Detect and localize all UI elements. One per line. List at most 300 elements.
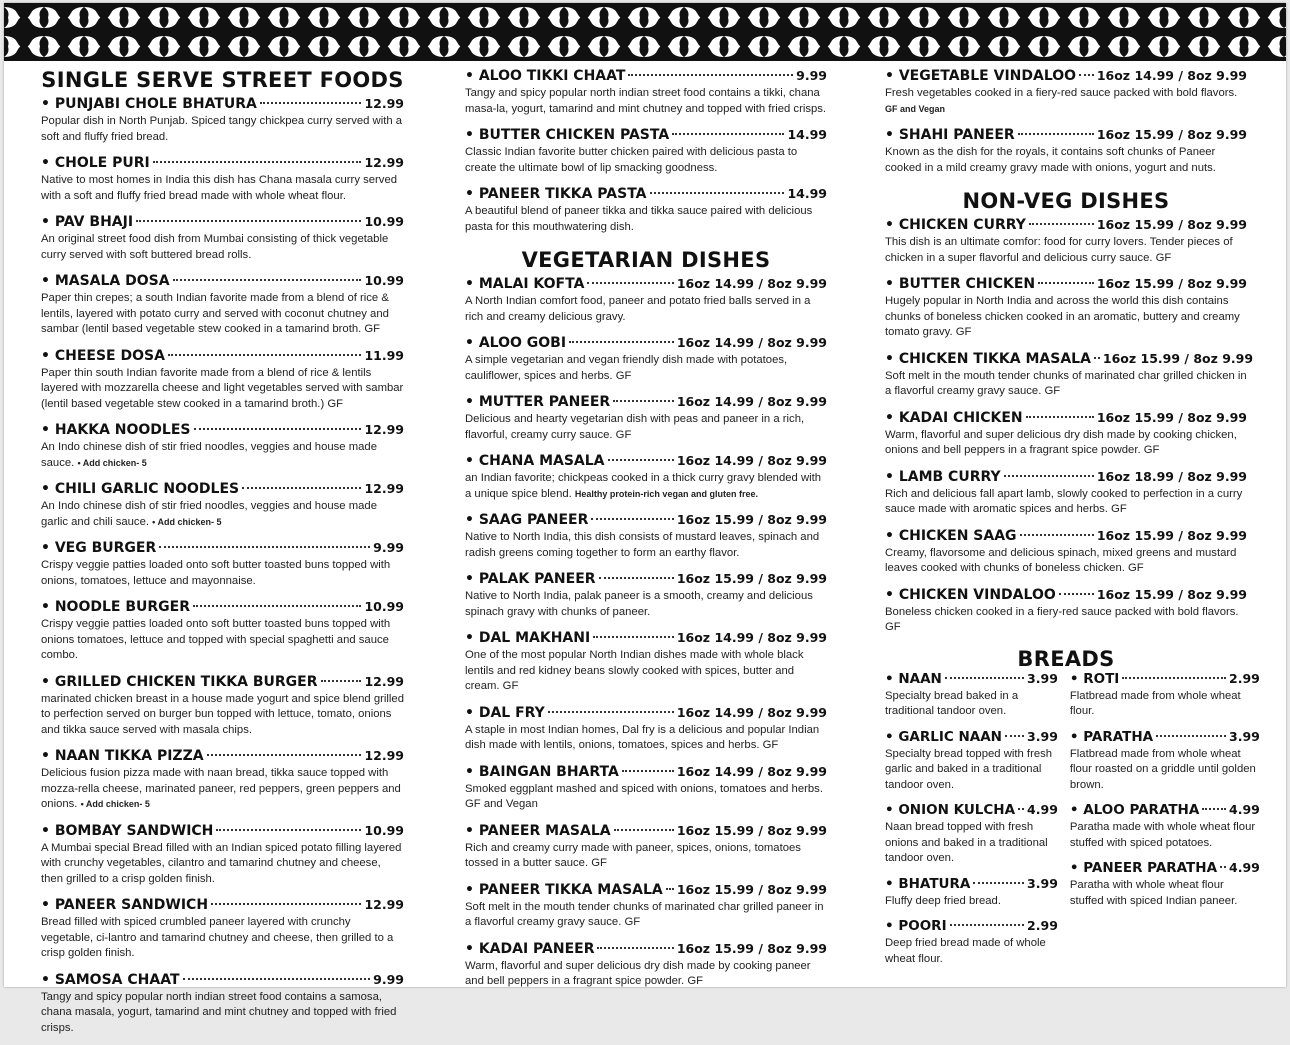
dot-leader xyxy=(260,102,362,104)
menu-item-name: • BAINGAN BHARTA xyxy=(465,763,619,780)
description-text: Specialty bread baked in a traditional tandoor oven. xyxy=(885,689,1019,717)
description-text: Deep fried bread made of whole wheat flour. xyxy=(885,937,1046,965)
menu-item xyxy=(885,468,1247,518)
menu-item xyxy=(465,822,827,872)
menu-item-description xyxy=(41,440,404,471)
menu-item xyxy=(465,334,827,384)
menu-item-line xyxy=(41,272,404,290)
description-text: Paper thin south Indian favorite made from a blend of rice & lentils layered with mozzarella cheese and light vegetables served with sambar (lentil based vegetable stew cooked in a tamarind broth.) GF xyxy=(41,366,404,410)
menu-item-line xyxy=(41,673,404,691)
menu-item xyxy=(1070,728,1260,794)
menu-item xyxy=(41,347,404,413)
dot-leader xyxy=(1029,223,1094,225)
menu-item-description xyxy=(885,936,1058,967)
description-text: Native to North India, palak paneer is a smooth, creamy and delicious spinach gravy with chunks of paneer. xyxy=(465,590,813,618)
menu-item xyxy=(465,940,827,990)
dot-leader xyxy=(159,546,370,548)
menu-item-price: 4.99 xyxy=(1027,802,1058,817)
menu-item-price: 12.99 xyxy=(364,422,404,437)
description-text: A beautiful blend of paneer tikka and tikka sauce paired with delicious pasta for this mouthwatering dish. xyxy=(465,205,813,233)
menu-item-name: • POORI xyxy=(885,918,947,934)
menu-item-description xyxy=(885,428,1247,459)
menu-item-name: • VEGETABLE VINDALOO xyxy=(885,68,1077,84)
menu-item-name: • CHICKEN SAAG xyxy=(885,527,1017,544)
menu-item-line xyxy=(465,940,827,958)
menu-item-price: 10.99 xyxy=(364,273,404,288)
menu-item-description xyxy=(465,353,827,384)
menu-item-description xyxy=(465,900,827,931)
menu-item-line xyxy=(885,586,1247,604)
menu-item-description xyxy=(41,990,404,1037)
menu-item-price: 2.99 xyxy=(1229,670,1260,686)
description-text: marinated chicken breast in a house made yogurt and spice blend grilled to perfection served on burger bun topped with lettuce, tomato, onions and tikka sauce served with masala chips. xyxy=(41,692,404,736)
menu-item-price: 16oz 15.99 / 8oz 9.99 xyxy=(676,571,827,586)
menu-item-description xyxy=(465,412,827,443)
menu-item-name: • BOMBAY SANDWICH xyxy=(41,822,214,839)
menu-item-name: • BUTTER CHICKEN PASTA xyxy=(465,127,670,143)
menu-item-price: 11.99 xyxy=(364,347,404,363)
description-text: One of the most popular North Indian dishes made with whole black lentils and red kidney beans slowly cooked with spices, butter and cream. GF xyxy=(465,649,804,692)
menu-item-description xyxy=(885,689,1058,720)
dot-leader xyxy=(1018,808,1024,810)
menu-item-description xyxy=(41,291,404,338)
menu-item-line xyxy=(1070,859,1260,877)
menu-item-description xyxy=(885,894,1058,910)
menu-item-price: 16oz 14.99 / 8oz 9.99 xyxy=(676,763,827,779)
description-text: Delicious fusion pizza made with naan bread, tikka sauce topped with mozza-rella cheese, marinated paneer, red peppers, green peppers and onions. xyxy=(41,767,401,810)
menu-item-name: • CHILI GARLIC NOODLES xyxy=(41,481,240,497)
menu-item xyxy=(885,917,1058,967)
menu-item-name: • GARLIC NAAN xyxy=(885,728,1002,745)
menu-item-line xyxy=(885,670,1058,688)
menu-item-line xyxy=(41,822,404,840)
menu-item-line xyxy=(465,704,827,722)
description-text: This dish is an ultimate comfor: food for curry lovers. Tender pieces of chicken in a super flavorful and delicious curry sauce. GF xyxy=(885,236,1233,264)
dot-leader xyxy=(168,354,362,356)
menu-item-name: • SAMOSA CHAAT xyxy=(41,971,180,988)
menu-item xyxy=(465,393,827,443)
dot-leader xyxy=(666,888,674,890)
menu-item-name: • DAL FRY xyxy=(465,704,545,721)
menu-item-name: • SAAG PANEER xyxy=(465,512,589,528)
description-text: Creamy, flavorsome and delicious spinach, mixed greens and mustard leaves cooked with chunks of boneless chicken. GF xyxy=(885,546,1237,574)
dot-leader xyxy=(194,428,362,430)
description-text: Specialty bread topped with fresh garlic and baked in a traditional tandoor oven. xyxy=(885,747,1053,791)
menu-item-description xyxy=(885,820,1058,867)
dot-leader xyxy=(211,903,361,905)
description-text: Warm, flavorful and super delicious dry dish made by cooking paneer and bell peppers in a fragrant spice powder. GF xyxy=(465,959,811,987)
menu-item-line xyxy=(885,350,1254,368)
menu-item-line xyxy=(465,334,827,352)
dot-leader xyxy=(672,133,784,135)
menu-item-line xyxy=(1070,801,1260,819)
menu-item-description xyxy=(1070,820,1260,851)
menu-item-description xyxy=(41,617,404,664)
menu-item-price: 16oz 15.99 / 8oz 9.99 xyxy=(1102,350,1254,366)
menu-item-line xyxy=(885,917,1058,935)
dot-leader xyxy=(973,882,1024,884)
menu-item xyxy=(41,822,404,888)
dot-leader xyxy=(1156,735,1226,737)
dot-leader xyxy=(1122,677,1226,679)
breads-column-left xyxy=(885,670,1058,976)
menu-item-description xyxy=(465,959,827,990)
menu-item-price: 4.99 xyxy=(1229,860,1260,875)
menu-item xyxy=(1070,801,1260,851)
menu-item-description xyxy=(885,294,1247,341)
menu-item xyxy=(465,126,827,176)
menu-item-name: • GRILLED CHICKEN TIKKA BURGER xyxy=(41,673,318,690)
menu-item-description xyxy=(465,723,827,754)
dot-leader xyxy=(628,74,793,76)
dot-leader xyxy=(1202,808,1226,810)
menu-item xyxy=(465,275,827,325)
menu-item-price: 16oz 15.99 / 8oz 9.99 xyxy=(676,881,827,897)
menu-item-line xyxy=(41,154,404,172)
menu-item-price: 3.99 xyxy=(1027,728,1058,744)
menu-item-description xyxy=(885,546,1247,577)
dot-leader xyxy=(569,341,674,343)
description-text: Bread filled with spiced crumbled paneer layered with crunchy vegetable, ci-lantro and tamarind chutney and cheese, then grilled to a crisp golden finish. xyxy=(41,916,394,959)
description-text: A staple in most Indian homes, Dal fry is a delicious and popular Indian dish made with lentils, onions, tomatoes, spices and herbs. GF xyxy=(465,723,820,751)
menu-item-name: • VEG BURGER xyxy=(41,540,157,556)
menu-item-line xyxy=(885,216,1247,234)
menu-item-name: • PANEER SANDWICH xyxy=(41,897,209,913)
menu-item-line xyxy=(41,598,404,616)
menu-item-name: • PANEER MASALA xyxy=(465,822,611,839)
dot-leader xyxy=(622,770,674,772)
menu-item-line xyxy=(41,347,404,365)
menu-item-line xyxy=(885,801,1058,819)
menu-item-description xyxy=(41,558,404,589)
description-text: A Mumbai special Bread filled with an Indian spiced potato filling layered with crunchy vegetables, cilantro and tamarind chutney and cheese, then grilled to a crisp golden finish. xyxy=(41,841,402,885)
menu-item-line xyxy=(465,452,827,470)
menu-item-line xyxy=(465,126,827,144)
description-text: Tangy and spicy popular north indian street food contains a tikki, chana masa-la, yogurt, tamarind and mint chutney and topped with fried crisps. xyxy=(465,87,827,115)
menu-item-name: • PALAK PANEER xyxy=(465,571,596,587)
menu-item-description xyxy=(41,114,404,145)
menu-item-price: 16oz 15.99 / 8oz 9.99 xyxy=(1096,586,1247,602)
menu-item-price: 16oz 14.99 / 8oz 9.99 xyxy=(676,453,827,468)
menu-item-line xyxy=(885,409,1247,427)
menu-item-description xyxy=(885,145,1247,176)
menu-item-price: 14.99 xyxy=(787,186,827,201)
menu-item-description xyxy=(1070,747,1260,794)
breads-column-right xyxy=(1070,670,1260,976)
dot-leader xyxy=(136,220,361,222)
menu-item-price: 12.99 xyxy=(364,481,404,496)
menu-item-name: • DAL MAKHANI xyxy=(465,630,591,646)
menu-item-price: 16oz 15.99 / 8oz 9.99 xyxy=(1096,276,1247,291)
description-text: Naan bread topped with fresh onions and baked in a traditional tandoor oven. xyxy=(885,821,1048,864)
menu-item xyxy=(465,881,827,931)
menu-item xyxy=(885,801,1058,867)
dot-leader xyxy=(1059,593,1094,595)
dot-leader xyxy=(593,636,674,638)
menu-item-price: 16oz 15.99 / 8oz 9.99 xyxy=(1096,217,1247,232)
menu-item xyxy=(41,598,404,664)
menu-item xyxy=(41,95,404,145)
menu-item-name: • BHATURA xyxy=(885,875,971,892)
menu-item-line xyxy=(465,629,827,647)
menu-item-description xyxy=(41,173,404,204)
menu-item xyxy=(465,570,827,620)
menu-item-line xyxy=(41,480,404,498)
menu-item-line xyxy=(465,763,827,781)
description-text: Paper thin crepes; a south Indian favorite made from a blend of rice & lentils, layered with potato curry and served with coconut chutney and sambar (lentil based vegetable stew cooked in a tamarind broth. GF xyxy=(41,292,389,335)
menu-item-line xyxy=(41,213,404,231)
menu-item-line xyxy=(885,875,1058,893)
menu-page xyxy=(4,3,1286,1034)
menu-item-description xyxy=(41,499,404,530)
menu-item-price: 4.99 xyxy=(1229,802,1260,817)
menu-item-note: • Add chicken- 5 xyxy=(80,799,150,809)
menu-item xyxy=(1070,670,1260,720)
menu-item-name: • ROTI xyxy=(1069,670,1120,687)
menu-item-description xyxy=(41,915,404,962)
description-text: Delicious and hearty vegetarian dish with peas and paneer in a rich, flavorful, creamy curry sauce. GF xyxy=(465,413,805,441)
menu-item-description xyxy=(41,366,404,413)
menu-item-name: • PARATHA xyxy=(1069,728,1154,745)
menu-item-line xyxy=(885,126,1247,144)
menu-item-price: 12.99 xyxy=(364,155,404,170)
menu-item-price: 3.99 xyxy=(1027,875,1058,891)
menu-item-description xyxy=(885,369,1247,400)
menu-item-price: 9.99 xyxy=(373,540,404,555)
menu-item-description xyxy=(1070,878,1260,909)
menu-item-name: • ALOO TIKKI CHAAT xyxy=(465,68,626,84)
menu-item xyxy=(885,67,1247,117)
dot-leader xyxy=(216,829,361,831)
menu-item-name: • NOODLE BURGER xyxy=(41,599,190,615)
menu-item-name: • NAAN TIKKA PIZZA xyxy=(41,748,204,764)
menu-item-name: • ALOO PARATHA xyxy=(1069,802,1200,818)
menu-item xyxy=(465,511,827,561)
menu-item-description xyxy=(465,782,827,813)
menu-item-name: • CHICKEN CURRY xyxy=(885,217,1026,233)
menu-item xyxy=(465,452,827,502)
menu-item-price: 10.99 xyxy=(364,599,404,614)
menu-item xyxy=(41,747,404,813)
dot-leader xyxy=(608,459,674,461)
menu-item xyxy=(465,67,827,117)
moroccan-pattern-border xyxy=(4,3,1286,61)
dot-leader xyxy=(1018,133,1094,135)
menu-item-name: • PAV BHAJI xyxy=(41,214,134,230)
dot-leader xyxy=(1038,282,1094,284)
menu-item-price: 12.99 xyxy=(364,96,404,111)
description-text: Smoked eggplant mashed and spiced with onions, tomatoes and herbs. GF and Vegan xyxy=(465,782,823,810)
menu-item xyxy=(41,971,404,1037)
menu-item-name: • LAMB CURRY xyxy=(885,468,1001,485)
menu-item-price: 16oz 15.99 / 8oz 9.99 xyxy=(1096,409,1247,425)
description-text: Warm, flavorful and super delicious dry dish made by cooking chicken, onions and bell peppers in a fragrant spice powder. GF xyxy=(885,428,1237,456)
description-text: Flatbread made from whole wheat flour roasted on a griddle until golden brown. xyxy=(1069,747,1256,791)
dot-leader xyxy=(1094,357,1100,359)
menu-item-line xyxy=(885,468,1247,486)
menu-item-name: • ONION KULCHA xyxy=(885,802,1016,818)
menu-item-line xyxy=(41,539,404,557)
menu-item xyxy=(885,350,1254,400)
dot-leader xyxy=(613,400,674,402)
description-text: An Indo chinese dish of stir fried noodles, veggies and house made sauce. xyxy=(41,441,377,469)
dot-leader xyxy=(207,754,362,756)
menu-item-description xyxy=(465,471,827,502)
menu-item-note: GF and Vegan xyxy=(885,103,946,114)
menu-item-line xyxy=(41,971,404,989)
description-text: Native to most homes in India this dish has Chana masala curry served with a soft and fluffy fried bread made with whole wheat flour. xyxy=(41,174,398,202)
menu-item-line xyxy=(465,570,827,588)
menu-item xyxy=(41,896,404,962)
menu-item-description xyxy=(465,86,827,117)
menu-item-name: • PANEER TIKKA PASTA xyxy=(465,186,647,202)
menu-item-name: • CHICKEN TIKKA MASALA xyxy=(885,350,1091,367)
menu-item-description xyxy=(465,841,827,872)
menu-item-note: • Add chicken- 5 xyxy=(152,516,222,527)
description-text: Fluffy deep fried bread. xyxy=(885,894,1001,907)
menu-item-line xyxy=(885,67,1247,85)
menu-item xyxy=(41,673,404,739)
menu-item xyxy=(465,629,827,695)
dot-leader xyxy=(183,978,371,980)
menu-item-price: 2.99 xyxy=(1027,918,1058,933)
menu-item-description xyxy=(465,648,827,695)
menu-item-description xyxy=(465,589,827,620)
menu-item-price: 12.99 xyxy=(364,748,404,763)
menu-item xyxy=(41,480,404,530)
menu-item-price: 14.99 xyxy=(787,127,827,142)
menu-item-name: • PANEER PARATHA xyxy=(1069,860,1218,876)
menu-item-line xyxy=(465,881,827,899)
description-text: Hugely popular in North India and across the world this dish contains chunks of boneless chicken cooked in an aromatic, buttery and creamy tomato gravy. GF xyxy=(885,295,1240,338)
menu-item-description xyxy=(41,232,404,263)
menu-item-line xyxy=(41,95,404,113)
menu-item-description xyxy=(885,235,1247,266)
menu-item xyxy=(41,539,404,589)
menu-item xyxy=(885,670,1058,720)
menu-column-1 xyxy=(41,67,404,1045)
menu-item-name: • PANEER TIKKA MASALA xyxy=(465,881,663,898)
menu-item-price: 12.99 xyxy=(364,897,404,912)
menu-item-description xyxy=(465,204,827,235)
section-heading: VEGETARIAN DISHES xyxy=(521,248,771,272)
menu-item-price: 9.99 xyxy=(373,971,404,987)
description-text: Soft melt in the mouth tender chunks of marinated char grilled paneer in a flavorful creamy gravy sauce. GF xyxy=(465,900,824,928)
menu-item xyxy=(41,421,404,471)
dot-leader xyxy=(321,680,362,682)
description-text: Paratha made with whole wheat flour stuffed with spiced potatoes. xyxy=(1069,821,1256,849)
dot-leader xyxy=(587,282,673,284)
menu-item-price: 9.99 xyxy=(796,68,827,83)
dot-leader xyxy=(597,947,673,949)
description-text: Soft melt in the mouth tender chunks of marinated char grilled chicken in a flavorful creamy gravy sauce. GF xyxy=(885,369,1247,397)
menu-item-line xyxy=(465,185,827,203)
menu-item-price: 16oz 14.99 / 8oz 9.99 xyxy=(676,630,827,645)
menu-item xyxy=(885,527,1247,577)
description-text: Popular dish in North Punjab. Spiced tangy chickpea curry served with a soft and fluffy fried bread. xyxy=(41,115,403,143)
menu-item-line xyxy=(465,275,827,293)
menu-item-line xyxy=(465,822,827,840)
menu-item xyxy=(41,272,404,338)
menu-item-line xyxy=(465,67,827,85)
dot-leader xyxy=(242,487,361,489)
menu-item-price: 16oz 15.99 / 8oz 9.99 xyxy=(676,822,827,838)
menu-item-price: 3.99 xyxy=(1229,728,1260,744)
breads-grid xyxy=(885,670,1260,976)
menu-item-price: 16oz 15.99 / 8oz 9.99 xyxy=(1096,527,1247,543)
dot-leader xyxy=(591,518,673,520)
dot-leader xyxy=(173,279,362,281)
dot-leader xyxy=(1026,416,1094,418)
menu-item-price: 10.99 xyxy=(364,822,404,838)
menu-item-line xyxy=(465,393,827,411)
dot-leader xyxy=(548,711,674,713)
menu-item-description xyxy=(41,841,404,888)
menu-item-line xyxy=(41,421,404,439)
menu-item xyxy=(885,875,1058,910)
dot-leader xyxy=(193,605,361,607)
description-text: Boneless chicken cooked in a fiery-red sauce packed with bold flavors. GF xyxy=(885,605,1239,633)
menu-item-description xyxy=(465,294,827,325)
menu-item-name: • ALOO GOBI xyxy=(465,335,567,351)
menu-item-name: • CHICKEN VINDALOO xyxy=(885,586,1056,603)
menu-item-line xyxy=(41,896,404,914)
description-text: A North Indian comfort food, paneer and potato fried balls served in a rich and creamy delicious gravy. xyxy=(465,295,811,323)
dot-leader xyxy=(1005,735,1024,737)
menu-item xyxy=(885,126,1247,176)
menu-item xyxy=(465,704,827,754)
menu-item-description xyxy=(885,605,1247,636)
description-text: Flatbread made from whole wheat flour. xyxy=(1069,689,1241,717)
menu-item-name: • BUTTER CHICKEN xyxy=(885,276,1036,292)
menu-item-price: 12.99 xyxy=(364,673,404,689)
dot-leader xyxy=(599,577,674,579)
menu-item-description xyxy=(465,145,827,176)
description-text: Crispy veggie patties loaded onto soft butter toasted buns topped with onions, tomatoes, lettuce and mayonnaise. xyxy=(41,559,391,587)
menu-item xyxy=(885,409,1247,459)
description-text: Rich and creamy curry made with paneer, spices, onions, tomatoes tossed in a butter sauce. GF xyxy=(465,841,801,869)
menu-item-price: 16oz 14.99 / 8oz 9.99 xyxy=(676,394,827,409)
menu-item-name: • KADAI PANEER xyxy=(465,940,595,957)
menu-item-name: • MUTTER PANEER xyxy=(465,394,611,410)
description-text: An Indo chinese dish of stir fried noodles, veggies and house made garlic and chili sauce. xyxy=(41,500,377,528)
menu-item-name: • PUNJABI CHOLE BHATURA xyxy=(41,96,257,112)
dot-leader xyxy=(1220,866,1226,868)
menu-item-line xyxy=(41,747,404,765)
menu-item-note: Healthy protein-rich vegan and gluten free. xyxy=(574,488,758,499)
dot-leader xyxy=(1020,534,1094,536)
menu-item-name: • MASALA DOSA xyxy=(41,273,170,289)
dot-leader xyxy=(1079,74,1094,76)
description-text: Classic Indian favorite butter chicken paired with delicious pasta to create the ultimate bowl of lip smacking goodness. xyxy=(465,146,798,174)
description-text: Native to North India, this dish consists of mustard leaves, spinach and radish greens coming together to form an earthy flavor. xyxy=(465,531,820,559)
dot-leader xyxy=(153,161,362,163)
description-text: an Indian favorite; chickpeas cooked in a thick curry gravy blended with a unique spice blend. xyxy=(465,472,822,500)
menu-item-description xyxy=(41,766,404,813)
menu-item-price: 3.99 xyxy=(1027,670,1058,686)
menu-item-price: 16oz 15.99 / 8oz 9.99 xyxy=(1096,127,1247,142)
menu-item-note: • Add chicken- 5 xyxy=(77,457,147,468)
dot-leader xyxy=(650,192,785,194)
menu-item xyxy=(41,213,404,263)
menu-item-name: • CHANA MASALA xyxy=(465,453,605,469)
description-text: Tangy and spicy popular north indian street food contains a samosa, chana masala, yogurt, tamarind and mint chutney and topped with fried crisps. xyxy=(41,990,397,1034)
menu-item-price: 16oz 15.99 / 8oz 9.99 xyxy=(676,512,827,527)
menu-item-line xyxy=(885,527,1247,545)
menu-item xyxy=(41,154,404,204)
dot-leader xyxy=(945,677,1024,679)
menu-item xyxy=(885,728,1058,794)
